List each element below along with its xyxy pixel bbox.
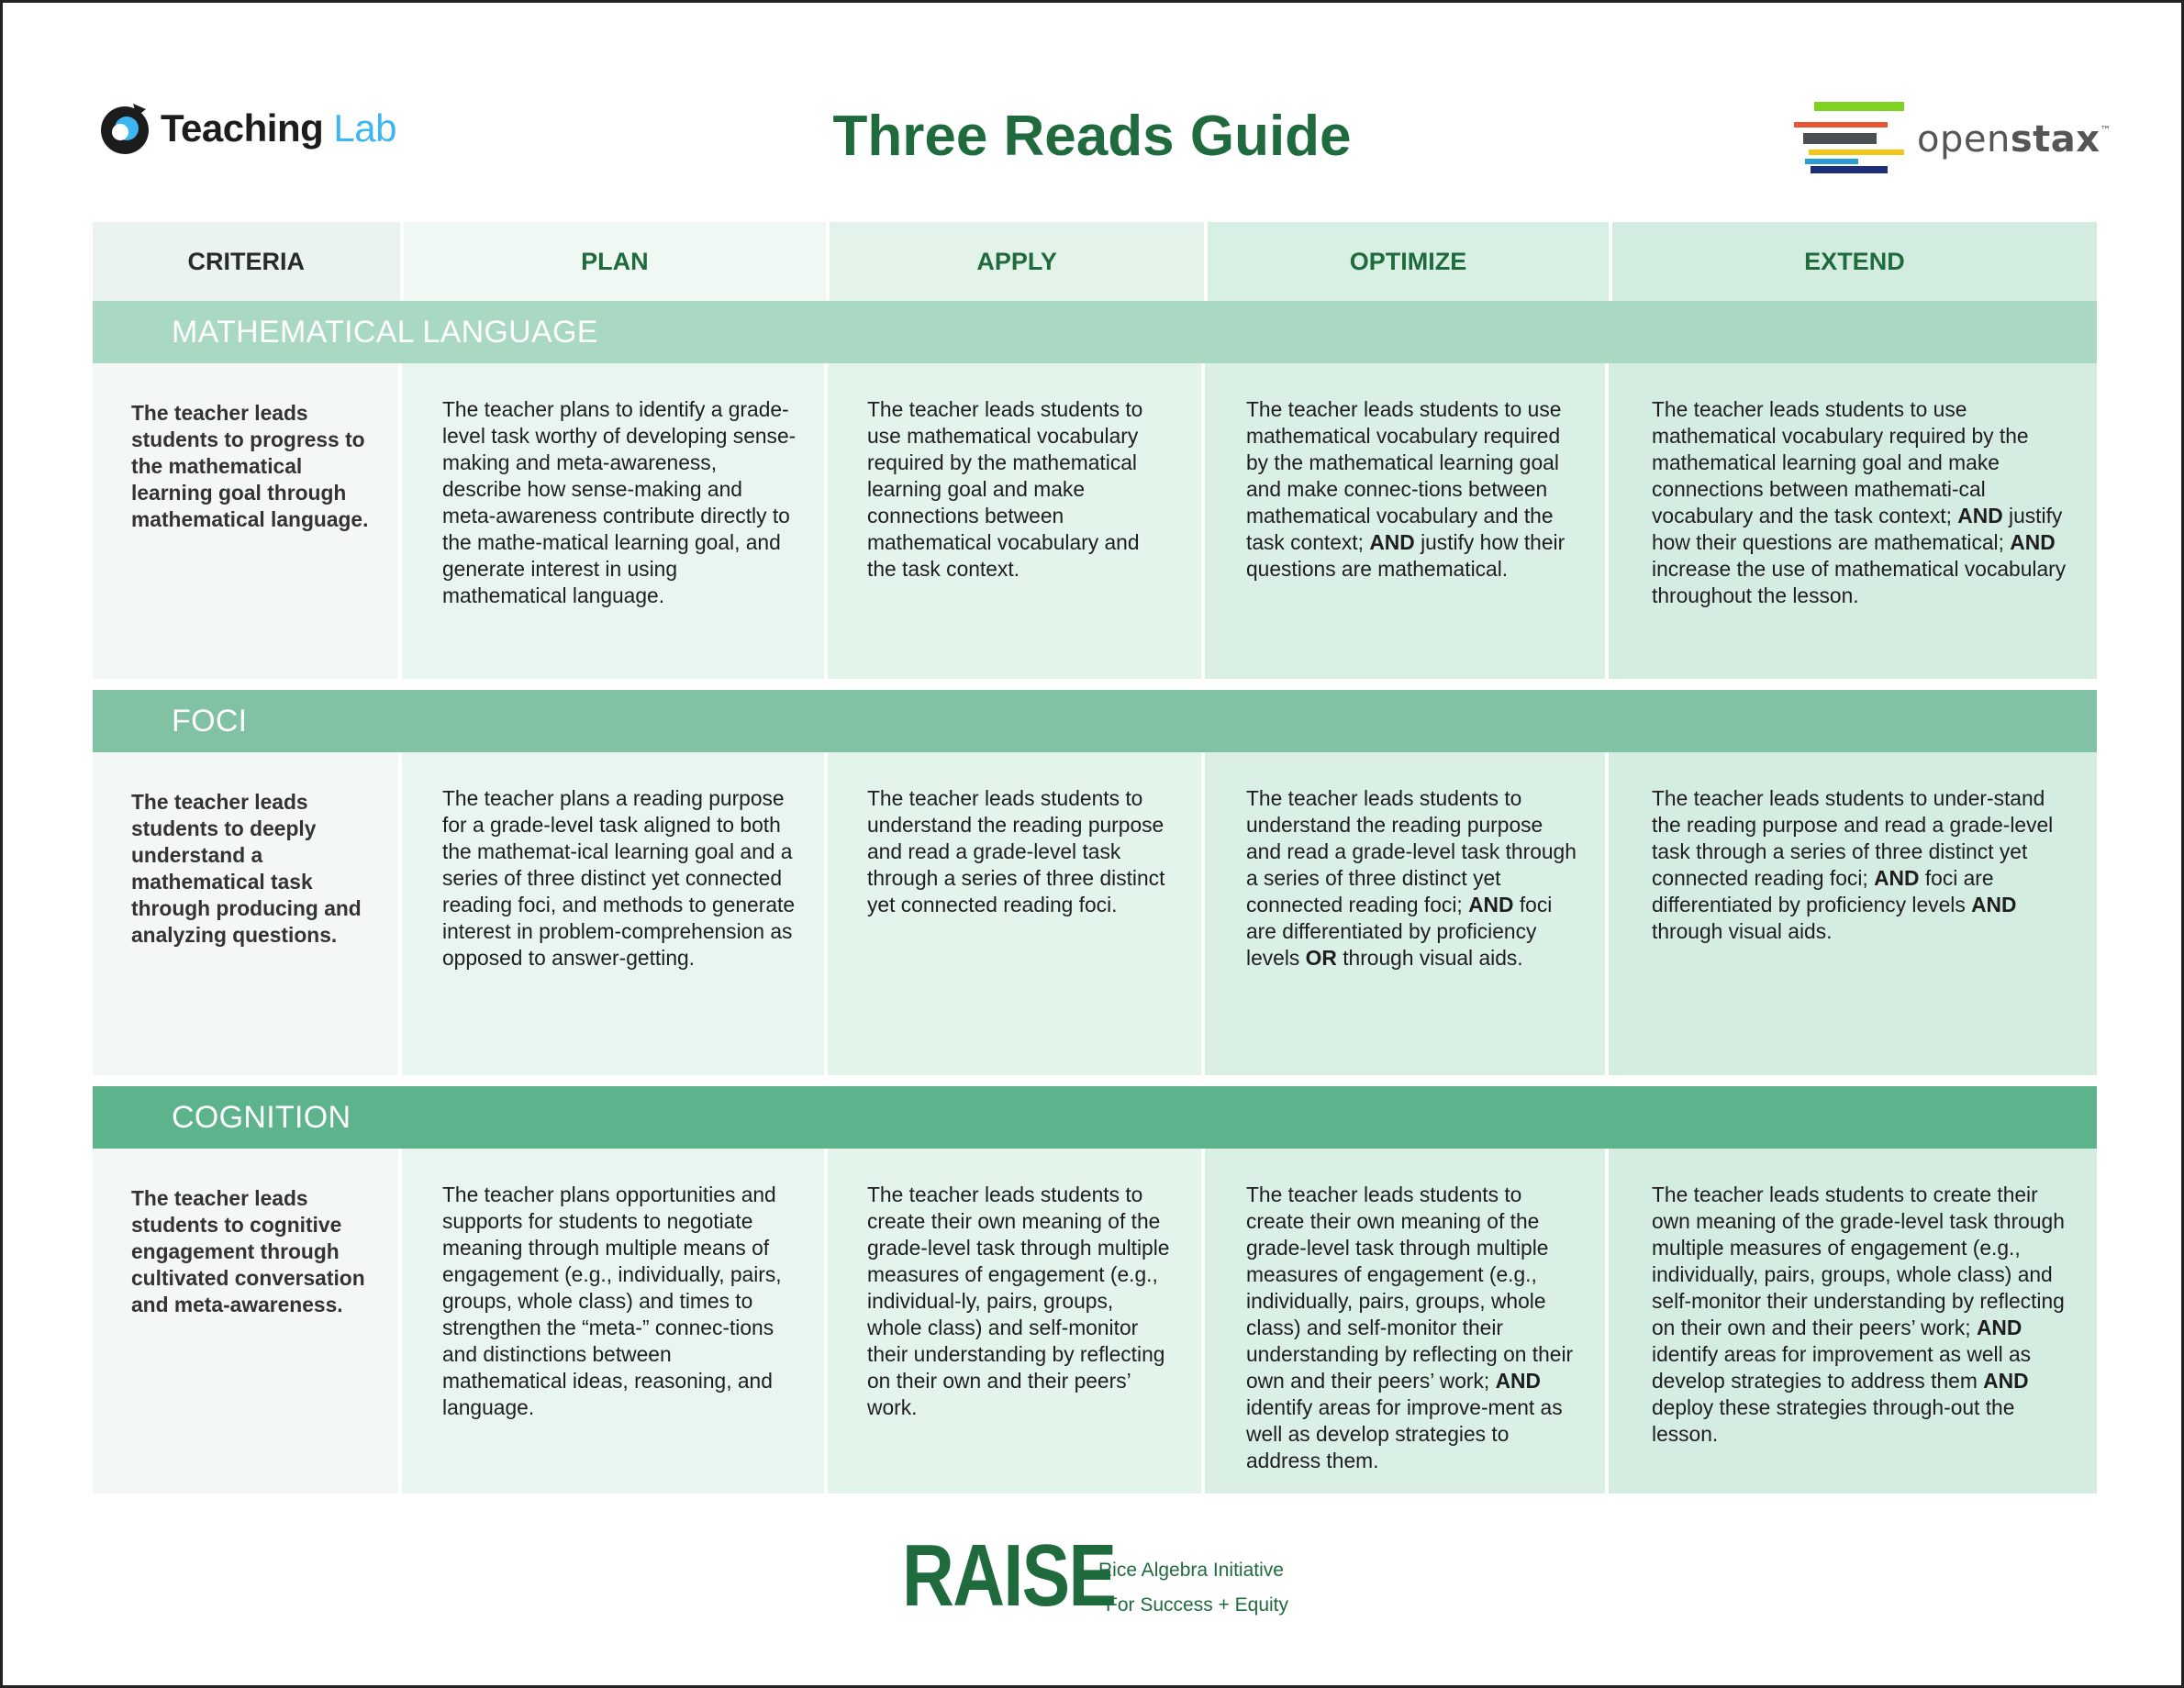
- section-bar-foci: FOCI: [93, 690, 2097, 752]
- optimize-text-a: The teacher leads students to understand the reading purpose and read a grade-level task through a series of three distinct yet connected reading foci;: [1246, 786, 1577, 916]
- optimize-conj-2: OR: [1305, 946, 1337, 970]
- apply-cell: The teacher leads students to use mathematical vocabulary required by the mathematical learning goal and make connections between mathematical vocabulary and the task context.: [828, 363, 1205, 679]
- optimize-cell: [1205, 363, 1609, 679]
- extend-text-a: The teacher leads students to under-stand the reading purpose and read a grade-level task through a series of three distinct yet connected reading foci;: [1652, 786, 2054, 890]
- criteria-cell: The teacher leads students to deeply understand a mathematical task through producing and analyzing questions.: [93, 752, 402, 1075]
- optimize-conj-1: AND: [1369, 530, 1415, 554]
- teaching-lab-brand: Teaching: [161, 106, 324, 150]
- footer: [3, 1526, 2181, 1636]
- optimize-cell: [1205, 752, 1609, 1075]
- extend-conj-2: AND: [1971, 893, 2017, 916]
- table-row: [93, 752, 2097, 1075]
- extend-text-c: deploy these strategies through-out the lesson.: [1652, 1395, 2015, 1446]
- raise-tagline-line-1: Rice Algebra Initiative: [1098, 1560, 1284, 1581]
- apply-cell: The teacher leads students to create their own meaning of the grade-level task through multiple measures of engagement (e.g., individual-ly, pairs, groups, whole class) and self-monitor their understanding by reflecting on their own and their peers’ work.: [828, 1149, 1205, 1494]
- criteria-cell: The teacher leads students to progress to the mathematical learning goal through mathematical language.: [93, 363, 402, 679]
- section-bar-mathematical-language: MATHEMATICAL LANGUAGE: [93, 301, 2097, 363]
- table-row: [93, 363, 2097, 679]
- teaching-lab-accent: Lab: [333, 106, 396, 150]
- criteria-cell: The teacher leads students to cognitive engagement through cultivated conversation and meta-awareness.: [93, 1149, 402, 1494]
- extend-conj-1: AND: [1976, 1316, 2022, 1339]
- optimize-conj-1: AND: [1468, 893, 1514, 916]
- plan-cell: The teacher plans to identify a grade-level task worthy of developing sense-making and meta-awareness, describe how sense-making and meta-awareness contribute directly to the mathe-matical learning goal, and generate interest in using mathematical language.: [402, 363, 828, 679]
- header-plan: PLAN: [404, 222, 830, 301]
- rubric-table: [93, 222, 2097, 1494]
- plan-cell: The teacher plans a reading purpose for a grade-level task aligned to both the mathemat-ical learning goal and a series of three distinct yet connected reading foci, and methods to generate interest in problem-comprehension as opposed to answer-getting.: [402, 752, 828, 1075]
- header-optimize: OPTIMIZE: [1208, 222, 1612, 301]
- extend-text-c: through visual aids.: [1652, 919, 1833, 943]
- optimize-text-c: through visual aids.: [1343, 946, 1523, 970]
- optimize-text-b: foci are differentiated by proficiency levels: [1246, 893, 1553, 970]
- openstax-stripes-icon: [1794, 102, 1908, 175]
- apply-cell: The teacher leads students to understand the reading purpose and read a grade-level task through a series of three distinct yet connected reading foci.: [828, 752, 1205, 1075]
- openstax-trademark: ™: [2100, 124, 2112, 137]
- extend-conj-1: AND: [1874, 866, 1920, 890]
- section-bar-cognition: COGNITION: [93, 1086, 2097, 1149]
- openstax-wordmark: [1917, 118, 2112, 161]
- extend-text-c: increase the use of mathematical vocabulary throughout the lesson.: [1652, 557, 2067, 607]
- extend-cell: [1609, 752, 2097, 1075]
- raise-tagline-line-2: For Success + Equity: [1106, 1594, 1288, 1616]
- extend-conj-1: AND: [1957, 504, 2003, 528]
- optimize-text-b: identify areas for improve-ment as well as develop strategies to address them.: [1246, 1395, 1563, 1472]
- extend-conj-2: AND: [1983, 1369, 2029, 1393]
- extend-text-b: foci are differentiated by proficiency levels: [1652, 866, 1994, 916]
- extend-text-a: The teacher leads students to create their own meaning of the grade-level task through multiple measures of engagement (e.g., individually, pairs, groups, whole class) and self-monitor their understanding by reflecting on their own and their peers’ work;: [1652, 1183, 2065, 1339]
- optimize-text-a: The teacher leads students to create their own meaning of the grade-level task through multiple measures of engagement (e.g., individually, pairs, groups, whole class) and self-monitor their understanding by reflecting on their own and their peers’ work;: [1246, 1183, 1574, 1393]
- extend-cell: [1609, 1149, 2097, 1494]
- header: [3, 3, 2181, 214]
- optimize-text-b: justify how their questions are mathematical.: [1246, 530, 1566, 581]
- extend-cell: [1609, 363, 2097, 679]
- extend-text-b: identify areas for improvement as well as develop strategies to address them: [1652, 1342, 2032, 1393]
- openstax-logo: [1794, 102, 2112, 175]
- raise-tagline: [1098, 1553, 1288, 1623]
- plan-cell: The teacher plans opportunities and supports for students to negotiate meaning through multiple means of engagement (e.g., individually, pairs, groups, whole class) and times to strengthen the “meta-” connec-tions and distinctions between mathematical ideas, reasoning, and language.: [402, 1149, 828, 1494]
- openstax-brand-bold: stax: [2010, 118, 2100, 161]
- openstax-brand: open: [1917, 118, 2011, 161]
- raise-logo: RAISE: [902, 1527, 1116, 1625]
- optimize-text-a: The teacher leads students to use mathematical vocabulary required by the mathematical learning goal and make connec-tions between mathematical vocabulary and the task context;: [1246, 397, 1562, 554]
- page-title: Three Reads Guide: [832, 105, 1352, 168]
- optimize-conj-1: AND: [1495, 1369, 1541, 1393]
- table-header-row: [93, 222, 2097, 301]
- header-criteria: CRITERIA: [93, 222, 404, 301]
- header-extend: EXTEND: [1612, 222, 2097, 301]
- optimize-cell: [1205, 1149, 1609, 1494]
- extend-text-b: justify how their questions are mathematical;: [1652, 504, 2063, 554]
- extend-conj-2: AND: [2010, 530, 2056, 554]
- header-apply: APPLY: [830, 222, 1208, 301]
- extend-text-a: The teacher leads students to use mathematical vocabulary required by the mathematical learning goal and make connections between mathemati-cal vocabulary and the task context;: [1652, 397, 2029, 528]
- table-row: [93, 1149, 2097, 1494]
